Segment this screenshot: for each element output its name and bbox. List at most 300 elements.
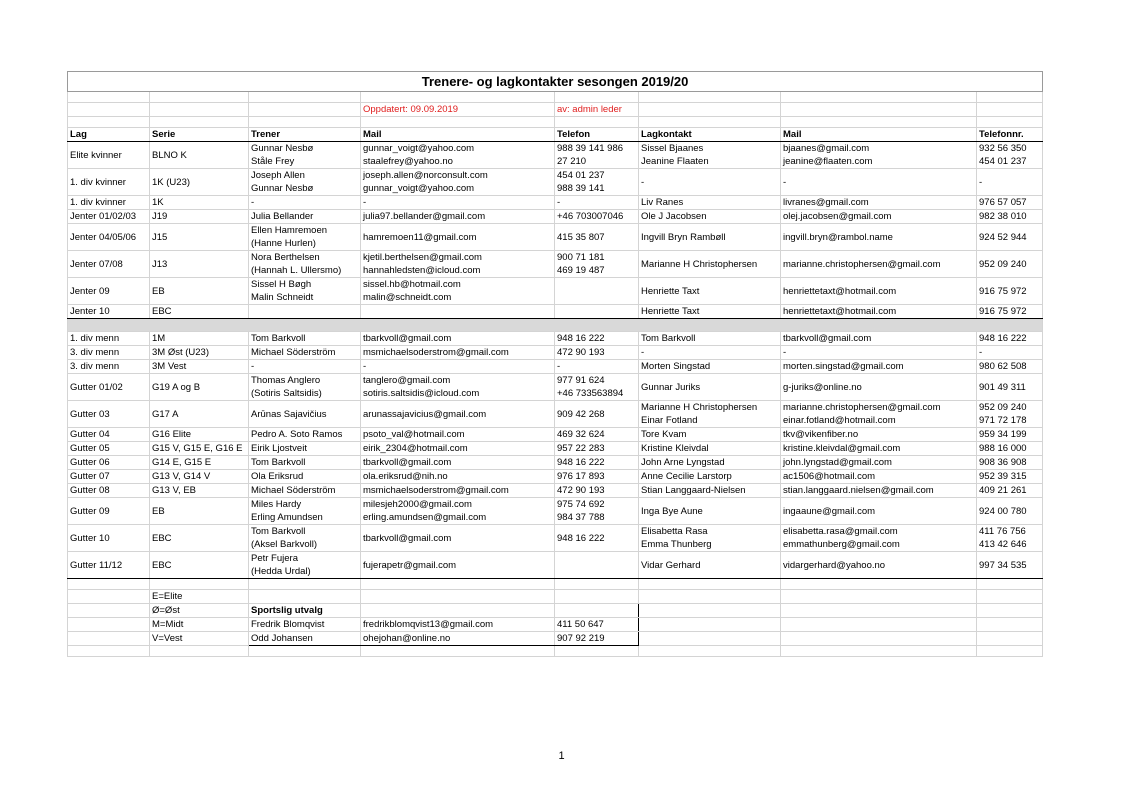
coach-phone: 977 91 624 xyxy=(557,375,605,386)
sportslig-row xyxy=(68,632,1043,646)
coach-cell xyxy=(249,552,361,579)
coach-phone-cell xyxy=(555,142,639,169)
team-contact: Marianne H Christophersen xyxy=(641,258,758,270)
coach-cell xyxy=(249,374,361,401)
contact-mail: ingaaune@gmail.com xyxy=(783,505,876,517)
team-name-cell: Gutter 04 xyxy=(68,428,150,442)
contact-mail-cell xyxy=(781,332,977,346)
coach: Eirik Ljostveit xyxy=(251,443,307,454)
coach-mail: sotiris.saltsidis@icloud.com xyxy=(363,388,480,399)
contact-mail-cell xyxy=(781,360,977,374)
coach-phone: 472 90 193 xyxy=(557,485,605,496)
team-contact: Emma Thunberg xyxy=(641,539,712,550)
contact-phone: 409 21 261 xyxy=(979,485,1027,496)
header-serie: Serie xyxy=(150,128,249,142)
coach-phone: - xyxy=(557,197,561,208)
team-name-cell: Gutter 01/02 xyxy=(68,374,150,401)
team-name-cell: Jenter 01/02/03 xyxy=(68,210,150,224)
team-contact-cell xyxy=(639,428,781,442)
contact-mail: elisabetta.rasa@gmail.com xyxy=(783,526,898,537)
header-row xyxy=(68,128,1043,142)
contact-mail-cell xyxy=(781,525,977,552)
team-name-cell: Gutter 05 xyxy=(68,442,150,456)
series-cell: G13 V, EB xyxy=(150,484,249,498)
contact-phone: 908 36 908 xyxy=(979,457,1027,468)
header-telefon: Telefon xyxy=(555,128,639,142)
title-row xyxy=(68,72,1043,92)
contact-mail: - xyxy=(783,347,787,358)
contact-mail-cell xyxy=(781,552,977,579)
contact-mail: ingvill.bryn@rambol.name xyxy=(783,231,893,243)
coach-phone-cell xyxy=(555,374,639,401)
header-mail: Mail xyxy=(361,128,555,142)
team-contact: Henriette Taxt xyxy=(641,285,700,297)
coach: Tom Barkvoll xyxy=(251,333,306,344)
coach: Malin Schneidt xyxy=(251,292,314,303)
coach-mail: tbarkvoll@gmail.com xyxy=(363,457,452,468)
coach-cell xyxy=(249,470,361,484)
contact-mail: marianne.christophersen@gmail.com xyxy=(783,258,941,270)
coach: - xyxy=(251,197,255,208)
contact-phone-cell xyxy=(977,428,1043,442)
contact-mail-cell xyxy=(781,210,977,224)
team-contact-cell xyxy=(639,224,781,251)
team-contact-cell xyxy=(639,251,781,278)
team-row xyxy=(68,360,1043,374)
coach-mail: fujerapetr@gmail.com xyxy=(363,559,457,571)
team-contact: Gunnar Juriks xyxy=(641,381,701,393)
coach-phone: 948 16 222 xyxy=(557,532,605,544)
coach: Joseph Allen xyxy=(251,170,305,181)
coach: Gunnar Nesbø xyxy=(251,183,314,194)
sportslig-phone: 411 50 647 xyxy=(555,618,639,632)
coach-phone-cell xyxy=(555,401,639,428)
coach-mail-cell xyxy=(361,360,555,374)
team-contact-cell xyxy=(639,498,781,525)
coach-cell xyxy=(249,169,361,196)
coach: Ståle Frey xyxy=(251,156,295,167)
coach-cell xyxy=(249,210,361,224)
coach-mail-cell xyxy=(361,374,555,401)
coach-phone-cell xyxy=(555,525,639,552)
coach-cell xyxy=(249,224,361,251)
coach-cell xyxy=(249,142,361,169)
coach-mail: arunassajavicius@gmail.com xyxy=(363,408,487,420)
team-contact: Henriette Taxt xyxy=(641,306,700,317)
contact-phone: 997 34 535 xyxy=(979,559,1027,571)
contact-phone: 980 62 508 xyxy=(979,361,1027,372)
contact-phone: 924 52 944 xyxy=(979,231,1027,243)
series-cell: 3M Vest xyxy=(150,360,249,374)
series-cell: J19 xyxy=(150,210,249,224)
contact-mail: jeanine@flaaten.com xyxy=(783,156,873,167)
team-contact-cell xyxy=(639,278,781,305)
team-name-cell: Gutter 11/12 xyxy=(68,552,150,579)
coach-mail: erling.amundsen@gmail.com xyxy=(363,512,487,523)
coach-cell xyxy=(249,428,361,442)
coach: Erling Amundsen xyxy=(251,512,323,523)
coach-mail: joseph.allen@norconsult.com xyxy=(363,170,488,181)
team-name-cell: Gutter 06 xyxy=(68,456,150,470)
coach-phone: 27 210 xyxy=(557,156,587,167)
coach-phone-cell xyxy=(555,552,639,579)
coach-mail: gunnar_voigt@yahoo.com xyxy=(363,143,475,154)
coach-phone: 469 19 487 xyxy=(557,265,605,276)
coach-mail: sissel.hb@hotmail.com xyxy=(363,279,461,290)
contact-mail-cell xyxy=(781,169,977,196)
contact-mail: - xyxy=(783,176,787,188)
coach-mail-cell xyxy=(361,525,555,552)
series-cell: EBC xyxy=(150,525,249,552)
coach-phone: 909 42 268 xyxy=(557,408,605,420)
contact-mail-cell xyxy=(781,142,977,169)
contact-mail: marianne.christophersen@gmail.com xyxy=(783,402,941,413)
header-lagkontakt: Lagkontakt xyxy=(639,128,781,142)
contact-phone-cell xyxy=(977,442,1043,456)
coach-mail-cell xyxy=(361,470,555,484)
contact-mail: henriettetaxt@hotmail.com xyxy=(783,306,897,317)
coach-cell xyxy=(249,278,361,305)
contact-mail: livranes@gmail.com xyxy=(783,197,869,208)
series-cell: EB xyxy=(150,278,249,305)
contact-phone: 988 16 000 xyxy=(979,443,1027,454)
contact-mail: emmathunberg@gmail.com xyxy=(783,539,900,550)
coach-phone: 957 22 283 xyxy=(557,443,605,454)
contact-mail: kristine.kleivdal@gmail.com xyxy=(783,443,901,454)
sportslig-header-row xyxy=(68,604,1043,618)
coach: Miles Hardy xyxy=(251,499,302,510)
contact-phone: 952 39 315 xyxy=(979,471,1027,482)
coach-mail: milesjeh2000@gmail.com xyxy=(363,499,472,510)
team-contact-cell xyxy=(639,346,781,360)
team-contact: Tore Kvam xyxy=(641,429,687,440)
team-name-cell: Gutter 03 xyxy=(68,401,150,428)
contact-phone: 932 56 350 xyxy=(979,143,1027,154)
coach-phone-cell xyxy=(555,428,639,442)
contact-phone: 413 42 646 xyxy=(979,539,1027,550)
coach-phone-cell xyxy=(555,224,639,251)
team-contact: Stian Langgaard-Nielsen xyxy=(641,485,746,496)
team-name-cell: Jenter 10 xyxy=(68,305,150,319)
coach-phone: 976 17 893 xyxy=(557,471,605,482)
contact-phone-cell xyxy=(977,374,1043,401)
contact-phone-cell xyxy=(977,470,1043,484)
series-cell: 1K xyxy=(150,196,249,210)
coach: (Hedda Urdal) xyxy=(251,566,311,577)
contact-mail-cell xyxy=(781,470,977,484)
team-contact: Einar Fotland xyxy=(641,415,698,426)
page-number: 1 xyxy=(558,750,565,762)
coach-cell xyxy=(249,360,361,374)
coach-mail: malin@schneidt.com xyxy=(363,292,452,303)
coach: Gunnar Nesbø xyxy=(251,143,314,154)
contact-phone: 916 75 972 xyxy=(979,285,1027,297)
contact-phone-cell xyxy=(977,401,1043,428)
coach-mail: msmichaelsoderstrom@gmail.com xyxy=(363,347,509,358)
team-contact: Anne Cecilie Larstorp xyxy=(641,471,732,482)
series-cell: 3M Øst (U23) xyxy=(150,346,249,360)
team-contact-cell xyxy=(639,470,781,484)
coach-phone: +46 703007046 xyxy=(557,211,624,222)
team-name-cell: Gutter 10 xyxy=(68,525,150,552)
coach: - xyxy=(251,361,255,372)
contact-mail: olej.jacobsen@gmail.com xyxy=(783,211,892,222)
contact-mail-cell xyxy=(781,374,977,401)
team-contact: John Arne Lyngstad xyxy=(641,457,725,468)
team-row xyxy=(68,374,1043,401)
team-row xyxy=(68,442,1043,456)
team-contact: Ole J Jacobsen xyxy=(641,211,707,222)
coach: Sissel H Bøgh xyxy=(251,279,312,290)
coach-cell xyxy=(249,484,361,498)
coach: (Hanne Hurlen) xyxy=(251,238,316,249)
coach-mail-cell xyxy=(361,169,555,196)
contact-phone-cell xyxy=(977,498,1043,525)
coach-mail-cell xyxy=(361,456,555,470)
coach: Michael Söderström xyxy=(251,347,336,358)
coach-phone-cell xyxy=(555,278,639,305)
updated-author: av: admin leder xyxy=(555,103,639,117)
team-row xyxy=(68,428,1043,442)
coach: (Hannah L. Ullersmo) xyxy=(251,265,342,276)
team-contact: Kristine Kleivdal xyxy=(641,443,709,454)
legend-item: Ø=Øst xyxy=(150,604,249,618)
contact-phone: 952 09 240 xyxy=(979,258,1027,270)
coach-phone: 988 39 141 986 xyxy=(557,143,624,154)
contact-mail: tkv@vikenfiber.no xyxy=(783,429,859,440)
contact-phone: 901 49 311 xyxy=(979,381,1026,393)
coach-cell xyxy=(249,196,361,210)
team-contact-cell xyxy=(639,525,781,552)
coach-mail: eirik_2304@hotmail.com xyxy=(363,443,468,454)
coach-phone: 948 16 222 xyxy=(557,333,605,344)
coach-mail-cell xyxy=(361,442,555,456)
contact-phone: 982 38 010 xyxy=(979,211,1027,222)
coach-phone-cell xyxy=(555,196,639,210)
contact-mail-cell xyxy=(781,498,977,525)
coach-mail: kjetil.berthelsen@gmail.com xyxy=(363,252,482,263)
coach-mail-cell xyxy=(361,210,555,224)
contact-phone-cell xyxy=(977,224,1043,251)
team-name-cell: 1. div kvinner xyxy=(68,196,150,210)
coach: (Aksel Barkvoll) xyxy=(251,539,317,550)
legend-item: V=Vest xyxy=(150,632,249,646)
series-cell: EBC xyxy=(150,305,249,319)
sportslig-name: Fredrik Blomqvist xyxy=(249,618,361,632)
contact-mail: vidargerhard@yahoo.no xyxy=(783,559,886,571)
coach-mail: - xyxy=(363,361,367,372)
coach-phone: 415 35 807 xyxy=(557,231,605,243)
coach-mail: tanglero@gmail.com xyxy=(363,375,451,386)
contact-phone-cell xyxy=(977,196,1043,210)
team-row xyxy=(68,224,1043,251)
coach-phone-cell xyxy=(555,346,639,360)
contact-mail-cell xyxy=(781,428,977,442)
contact-mail-cell xyxy=(781,224,977,251)
team-contact: Elisabetta Rasa xyxy=(641,526,708,537)
contact-mail: bjaanes@gmail.com xyxy=(783,143,870,154)
header-kontakt-mail: Mail xyxy=(781,128,977,142)
team-row xyxy=(68,251,1043,278)
contact-mail: tbarkvoll@gmail.com xyxy=(783,333,872,344)
team-row xyxy=(68,525,1043,552)
team-row xyxy=(68,484,1043,498)
coach: Pedro A. Soto Ramos xyxy=(251,429,343,440)
team-name-cell: 1. div kvinner xyxy=(68,169,150,196)
contact-mail: einar.fotland@hotmail.com xyxy=(783,415,896,426)
series-cell: J13 xyxy=(150,251,249,278)
team-contact-cell xyxy=(639,484,781,498)
coach: Ola Eriksrud xyxy=(251,471,304,482)
team-contact-cell xyxy=(639,552,781,579)
contact-phone: 976 57 057 xyxy=(979,197,1027,208)
team-name-cell: Gutter 09 xyxy=(68,498,150,525)
coach: Thomas Anglero xyxy=(251,375,321,386)
contact-phone-cell xyxy=(977,305,1043,319)
contact-phone: 952 09 240 xyxy=(979,402,1027,413)
team-name-cell: 1. div menn xyxy=(68,332,150,346)
contact-phone-cell xyxy=(977,360,1043,374)
coach-mail-cell xyxy=(361,278,555,305)
contact-phone-cell xyxy=(977,484,1043,498)
coach-mail-cell xyxy=(361,346,555,360)
contact-phone: 924 00 780 xyxy=(979,505,1027,517)
contact-mail-cell xyxy=(781,305,977,319)
contact-phone-cell xyxy=(977,332,1043,346)
contact-phone-cell xyxy=(977,169,1043,196)
coach: Petr Fujera xyxy=(251,553,298,564)
team-contact-cell xyxy=(639,305,781,319)
section-divider xyxy=(68,319,1043,332)
coach-mail-cell xyxy=(361,224,555,251)
contact-mail: stian.langgaard.nielsen@gmail.com xyxy=(783,485,934,496)
contact-phone-cell xyxy=(977,251,1043,278)
sportslig-row xyxy=(68,618,1043,632)
coach-cell xyxy=(249,332,361,346)
contact-phone: 948 16 222 xyxy=(979,333,1027,344)
coach-mail: ola.eriksrud@nih.no xyxy=(363,471,448,482)
team-contact-cell xyxy=(639,401,781,428)
coach-phone: 948 16 222 xyxy=(557,457,605,468)
series-cell: G17 A xyxy=(150,401,249,428)
team-row xyxy=(68,305,1043,319)
contact-mail-cell xyxy=(781,251,977,278)
coach: Tom Barkvoll xyxy=(251,457,306,468)
legend-item: E=Elite xyxy=(150,590,249,604)
sportslig-mail: fredrikblomqvist13@gmail.com xyxy=(361,618,555,632)
team-contact-cell xyxy=(639,360,781,374)
coach-phone: +46 733563894 xyxy=(557,388,624,399)
coach-mail: staalefrey@yahoo.no xyxy=(363,156,453,167)
contact-phone-cell xyxy=(977,525,1043,552)
team-name-cell: Jenter 07/08 xyxy=(68,251,150,278)
team-row xyxy=(68,456,1043,470)
team-contact: Tom Barkvoll xyxy=(641,333,696,344)
coach-cell xyxy=(249,251,361,278)
series-cell: G19 A og B xyxy=(150,374,249,401)
coach-cell xyxy=(249,525,361,552)
coach-phone-cell xyxy=(555,470,639,484)
team-contact-cell xyxy=(639,442,781,456)
contact-mail-cell xyxy=(781,401,977,428)
coach-phone: 454 01 237 xyxy=(557,170,605,181)
coach-phone: 472 90 193 xyxy=(557,347,605,358)
series-cell: EB xyxy=(150,498,249,525)
coach-mail: msmichaelsoderstrom@gmail.com xyxy=(363,485,509,496)
coach: Nora Berthelsen xyxy=(251,252,320,263)
team-row xyxy=(68,552,1043,579)
header-telefonnr: Telefonnr. xyxy=(977,128,1043,142)
team-name-cell: 3. div menn xyxy=(68,346,150,360)
coach-phone-cell xyxy=(555,332,639,346)
coach: Ellen Hamremoen xyxy=(251,225,328,236)
team-row xyxy=(68,278,1043,305)
contact-phone-cell xyxy=(977,278,1043,305)
team-contact-cell xyxy=(639,210,781,224)
team-contact-cell xyxy=(639,374,781,401)
coach: Tom Barkvoll xyxy=(251,526,306,537)
coach-mail: psoto_val@hotmail.com xyxy=(363,429,465,440)
team-name-cell: Gutter 08 xyxy=(68,484,150,498)
coach-cell xyxy=(249,346,361,360)
series-cell: 1M xyxy=(150,332,249,346)
series-cell: G15 V, G15 E, G16 E xyxy=(150,442,249,456)
team-row xyxy=(68,169,1043,196)
coach-mail: hannahledsten@icloud.com xyxy=(363,265,481,276)
team-row xyxy=(68,196,1043,210)
coach-phone-cell xyxy=(555,360,639,374)
contact-mail-cell xyxy=(781,278,977,305)
contact-phone-cell xyxy=(977,346,1043,360)
coach-mail-cell xyxy=(361,251,555,278)
team-name-cell: 3. div menn xyxy=(68,360,150,374)
team-contact: Marianne H Christophersen xyxy=(641,402,758,413)
series-cell: BLNO K xyxy=(150,142,249,169)
coach-mail-cell xyxy=(361,552,555,579)
contact-phone-cell xyxy=(977,210,1043,224)
coach-mail-cell xyxy=(361,401,555,428)
coach-cell xyxy=(249,401,361,428)
coach-mail-cell xyxy=(361,484,555,498)
team-contact-cell xyxy=(639,456,781,470)
team-row xyxy=(68,142,1043,169)
coach-phone-cell xyxy=(555,498,639,525)
team-row xyxy=(68,210,1043,224)
team-contact: - xyxy=(641,176,645,188)
team-name-cell: Elite kvinner xyxy=(68,142,150,169)
coach: Julia Bellander xyxy=(251,211,314,222)
team-name-cell: Jenter 04/05/06 xyxy=(68,224,150,251)
contact-phone: 916 75 972 xyxy=(979,306,1027,317)
coach-mail-cell xyxy=(361,196,555,210)
series-cell: G16 Elite xyxy=(150,428,249,442)
contact-phone: - xyxy=(979,347,983,358)
coach-phone-cell xyxy=(555,442,639,456)
contact-phone: - xyxy=(979,176,983,188)
sportslig-mail: ohejohan@online.no xyxy=(361,632,555,646)
contact-mail: henriettetaxt@hotmail.com xyxy=(783,285,897,297)
header-lag: Lag xyxy=(68,128,150,142)
series-cell: G14 E, G15 E xyxy=(150,456,249,470)
coach: Arūnas Sajavičius xyxy=(251,408,327,420)
updated-date: Oppdatert: 09.09.2019 xyxy=(361,103,555,117)
team-row xyxy=(68,401,1043,428)
team-contact-cell xyxy=(639,332,781,346)
team-row xyxy=(68,470,1043,484)
legend-item: M=Midt xyxy=(150,618,249,632)
coach-phone-cell xyxy=(555,305,639,319)
contacts-table xyxy=(67,71,1043,657)
